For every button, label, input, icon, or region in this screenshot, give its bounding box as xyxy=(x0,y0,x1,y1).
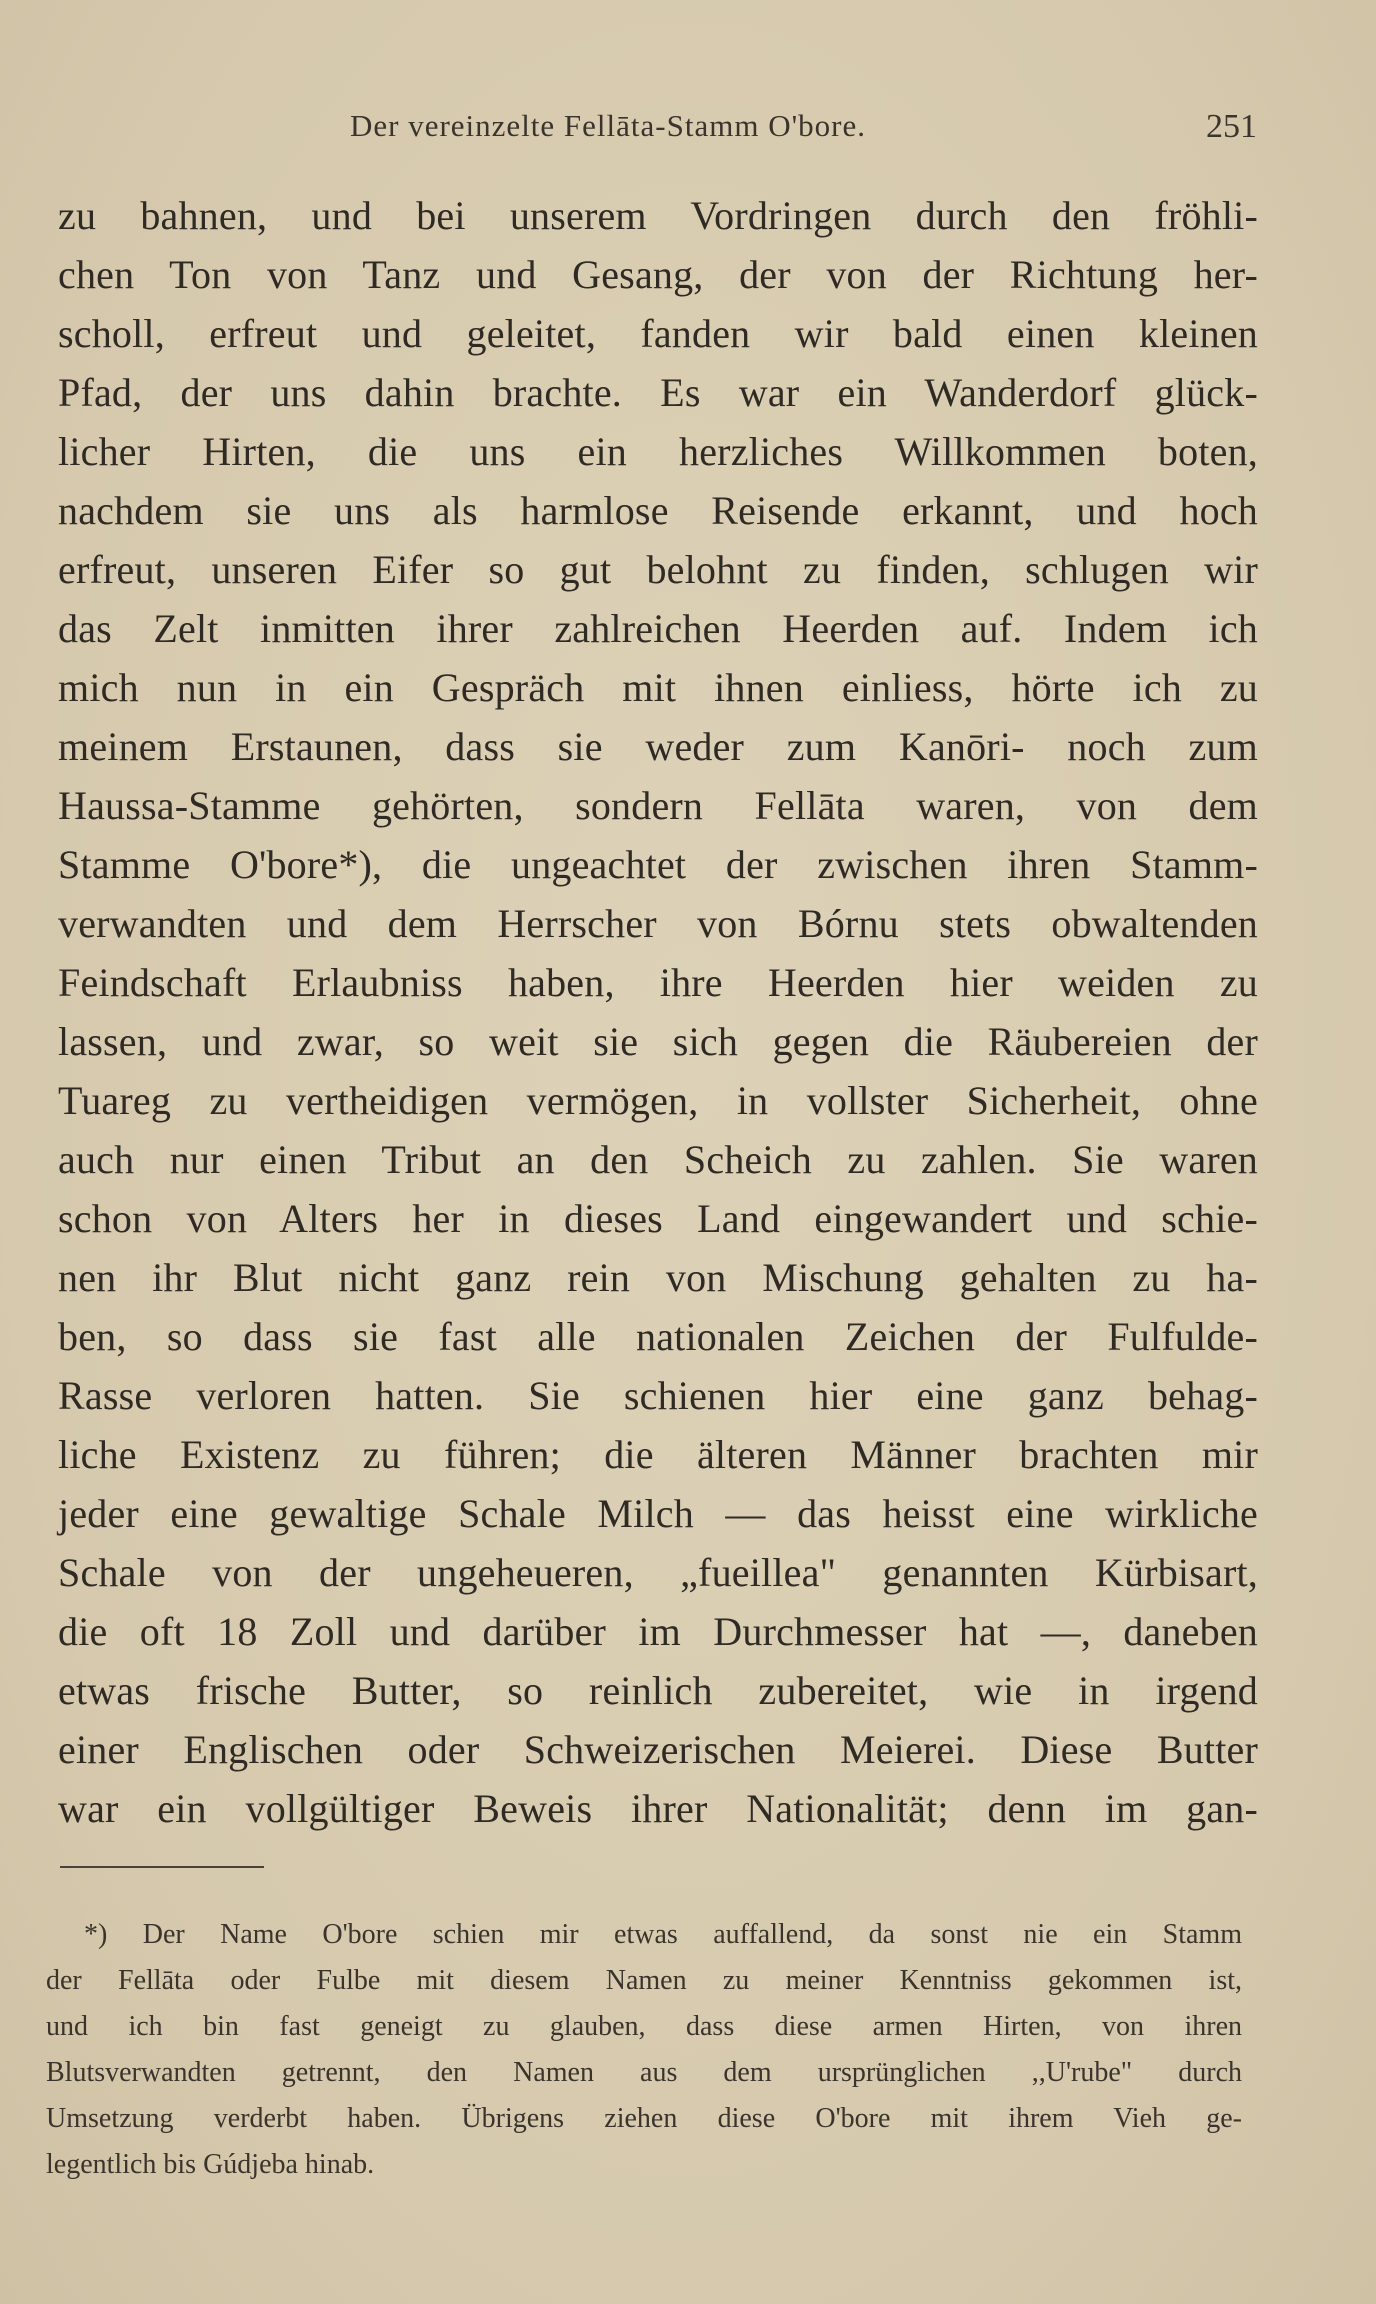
text-line: mich nun in ein Gespräch mit ihnen einliess, hörte ich zu xyxy=(58,665,1258,710)
text-line: Tuareg zu vertheidigen vermögen, in vollster Sicherheit, ohne xyxy=(58,1078,1258,1123)
footnote-line: Umsetzung verderbt haben. Übrigens ziehen diese O'bore mit ihrem Vieh ge- xyxy=(46,2103,1242,2134)
text-line: zu bahnen, und bei unserem Vordringen durch den fröhli- xyxy=(58,193,1258,238)
text-line: erfreut, unseren Eifer so gut belohnt zu finden, schlugen wir xyxy=(58,547,1258,592)
footnote-line: legentlich bis Gúdjeba hinab. xyxy=(46,2149,375,2180)
text-line: Feindschaft Erlaubniss haben, ihre Heerden hier weiden zu xyxy=(58,960,1258,1005)
text-line: Pfad, der uns dahin brachte. Es war ein Wanderdorf glück- xyxy=(58,370,1258,415)
text-line: licher Hirten, die uns ein herzliches Willkommen boten, xyxy=(58,429,1258,474)
text-line: etwas frische Butter, so reinlich zubereitet, wie in irgend xyxy=(58,1668,1258,1713)
footnote-separator xyxy=(60,1866,264,1868)
text-line: lassen, und zwar, so weit sie sich gegen die Räubereien der xyxy=(58,1019,1258,1064)
text-line: auch nur einen Tribut an den Scheich zu zahlen. Sie waren xyxy=(58,1137,1258,1182)
text-line: jeder eine gewaltige Schale Milch — das heisst eine wirkliche xyxy=(58,1491,1258,1536)
text-line: Haussa-Stamme gehörten, sondern Fellāta waren, von dem xyxy=(58,783,1258,828)
footnote-line: Blutsverwandten getrennt, den Namen aus dem ursprünglichen ,,U'rube" durch xyxy=(46,2057,1242,2088)
text-line: Rasse verloren hatten. Sie schienen hier eine ganz behag- xyxy=(58,1373,1258,1418)
main-text xyxy=(58,186,1258,1838)
text-line: meinem Erstaunen, dass sie weder zum Kanōri- noch zum xyxy=(58,724,1258,769)
text-line: das Zelt inmitten ihrer zahlreichen Heerden auf. Indem ich xyxy=(58,606,1258,651)
text-line: schon von Alters her in dieses Land eingewandert und schie- xyxy=(58,1196,1258,1241)
running-title: Der vereinzelte Fellāta-Stamm O'bore. xyxy=(350,108,867,143)
text-line: ben, so dass sie fast alle nationalen Zeichen der Fulfulde- xyxy=(58,1314,1258,1359)
text-line: nen ihr Blut nicht ganz rein von Mischung gehalten zu ha- xyxy=(58,1255,1258,1300)
text-line: verwandten und dem Herrscher von Bórnu stets obwaltenden xyxy=(58,901,1258,946)
text-line: Schale von der ungeheueren, „fueillea" genannten Kürbisart, xyxy=(58,1550,1258,1595)
footnote-line: und ich bin fast geneigt zu glauben, dass diese armen Hirten, von ihren xyxy=(46,2011,1242,2042)
text-line: einer Englischen oder Schweizerischen Meierei. Diese Butter xyxy=(58,1727,1258,1772)
footnote-line: *) Der Name O'bore schien mir etwas auffallend, da sonst nie ein Stamm xyxy=(84,1919,1242,1950)
text-line: chen Ton von Tanz und Gesang, der von der Richtung her- xyxy=(58,252,1258,297)
text-line: liche Existenz zu führen; die älteren Männer brachten mir xyxy=(58,1432,1258,1477)
footnote-line: der Fellāta oder Fulbe mit diesem Namen zu meiner Kenntniss gekommen ist, xyxy=(46,1965,1242,1996)
text-line: Stamme O'bore*), die ungeachtet der zwischen ihren Stamm- xyxy=(58,842,1258,887)
text-line: nachdem sie uns als harmlose Reisende erkannt, und hoch xyxy=(58,488,1258,533)
footnote xyxy=(46,1912,1242,2188)
page-number: 251 xyxy=(1206,108,1257,145)
text-line: war ein vollgültiger Beweis ihrer Nationalität; denn im gan- xyxy=(58,1786,1258,1831)
text-line: scholl, erfreut und geleitet, fanden wir bald einen kleinen xyxy=(58,311,1258,356)
text-line: die oft 18 Zoll und darüber im Durchmesser hat —, daneben xyxy=(58,1609,1258,1654)
